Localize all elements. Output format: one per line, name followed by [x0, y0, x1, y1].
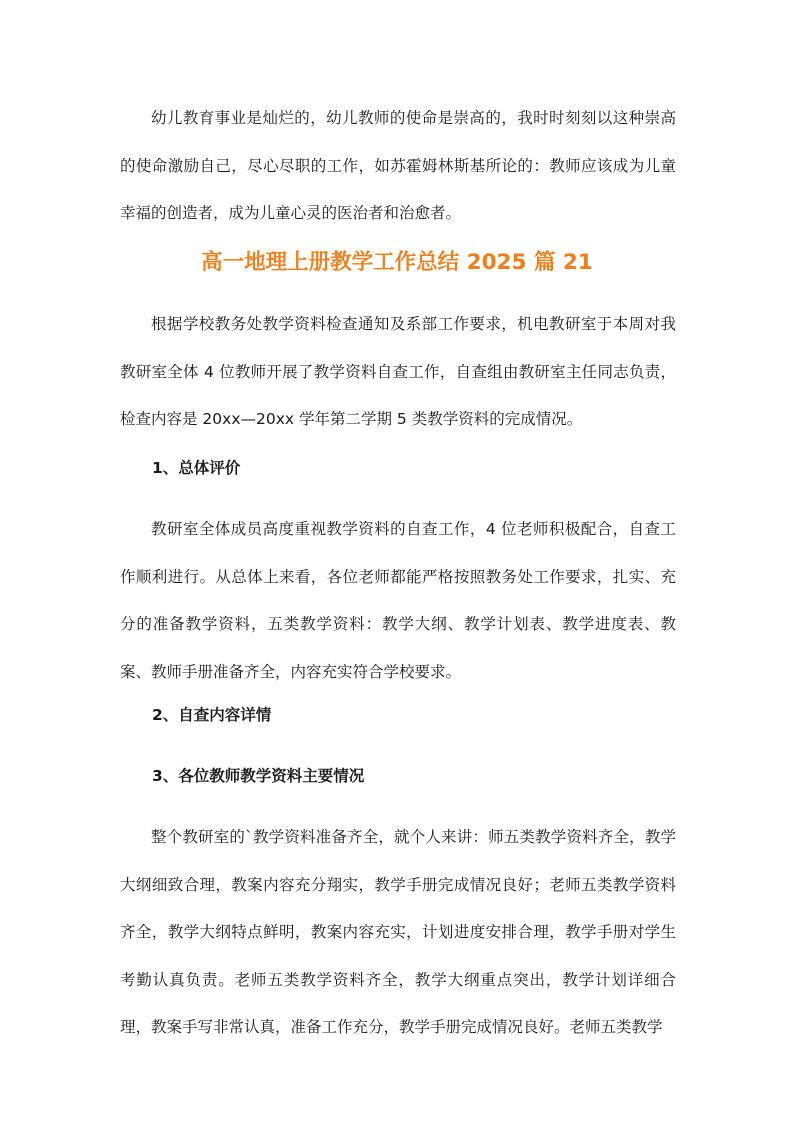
section-1-paragraph: 教研室全体成员高度重视教学资料的自查工作，4 位老师积极配合，自查工作顺利进行。从总体上来看，各位老师都能严格按照教务处工作要求，扎实、充分的准备教学资料，五类教学资料：教学大纲、教学计划表、教学进度表、教案、教师手册准备齐全，内容充实符合学校要求。: [120, 520, 676, 681]
intro-paragraph: 幼儿教育事业是灿烂的，幼儿教师的使命是崇高的，我时时刻刻以这种崇高的使命激励自己，尽心尽职的工作，如苏霍姆林斯基所论的：教师应该成为儿童幸福的创造者，成为儿童心灵的医治者和治愈者。: [120, 109, 676, 222]
paragraph-1: 根据学校教务处教学资料检查通知及系部工作要求，机电教研室于本周对我教研室全体 4 位教师开展了教学资料自查工作，自查组由教研室主任同志负责，检查内容是 20xx—20xx 学年第二学期 5 类教学资料的完成情况。: [120, 315, 676, 428]
document-title: 高一地理上册教学工作总结 2025 篇 21: [201, 250, 593, 275]
section-3-heading: 3、各位教师教学资料主要情况: [152, 767, 365, 785]
section-1-heading: 1、总体评价: [152, 459, 241, 477]
section-2-heading: 2、自查内容详情: [152, 706, 272, 724]
section-3-paragraph: 整个教研室的`教学资料准备齐全，就个人来讲：师五类教学资料齐全，教学大纲细致合理，教案内容充分翔实，教学手册完成情况良好；老师五类教学资料齐全，教学大纲特点鲜明，教案内容充实，计划进度安排合理，教学手册对学生考勤认真负责。老师五类教学资料齐全，教学大纲重点突出，教学计划详细合理，教案手写非常认真，准备工作充分，教学手册完成情况良好。老师五类教学: [120, 828, 676, 1036]
